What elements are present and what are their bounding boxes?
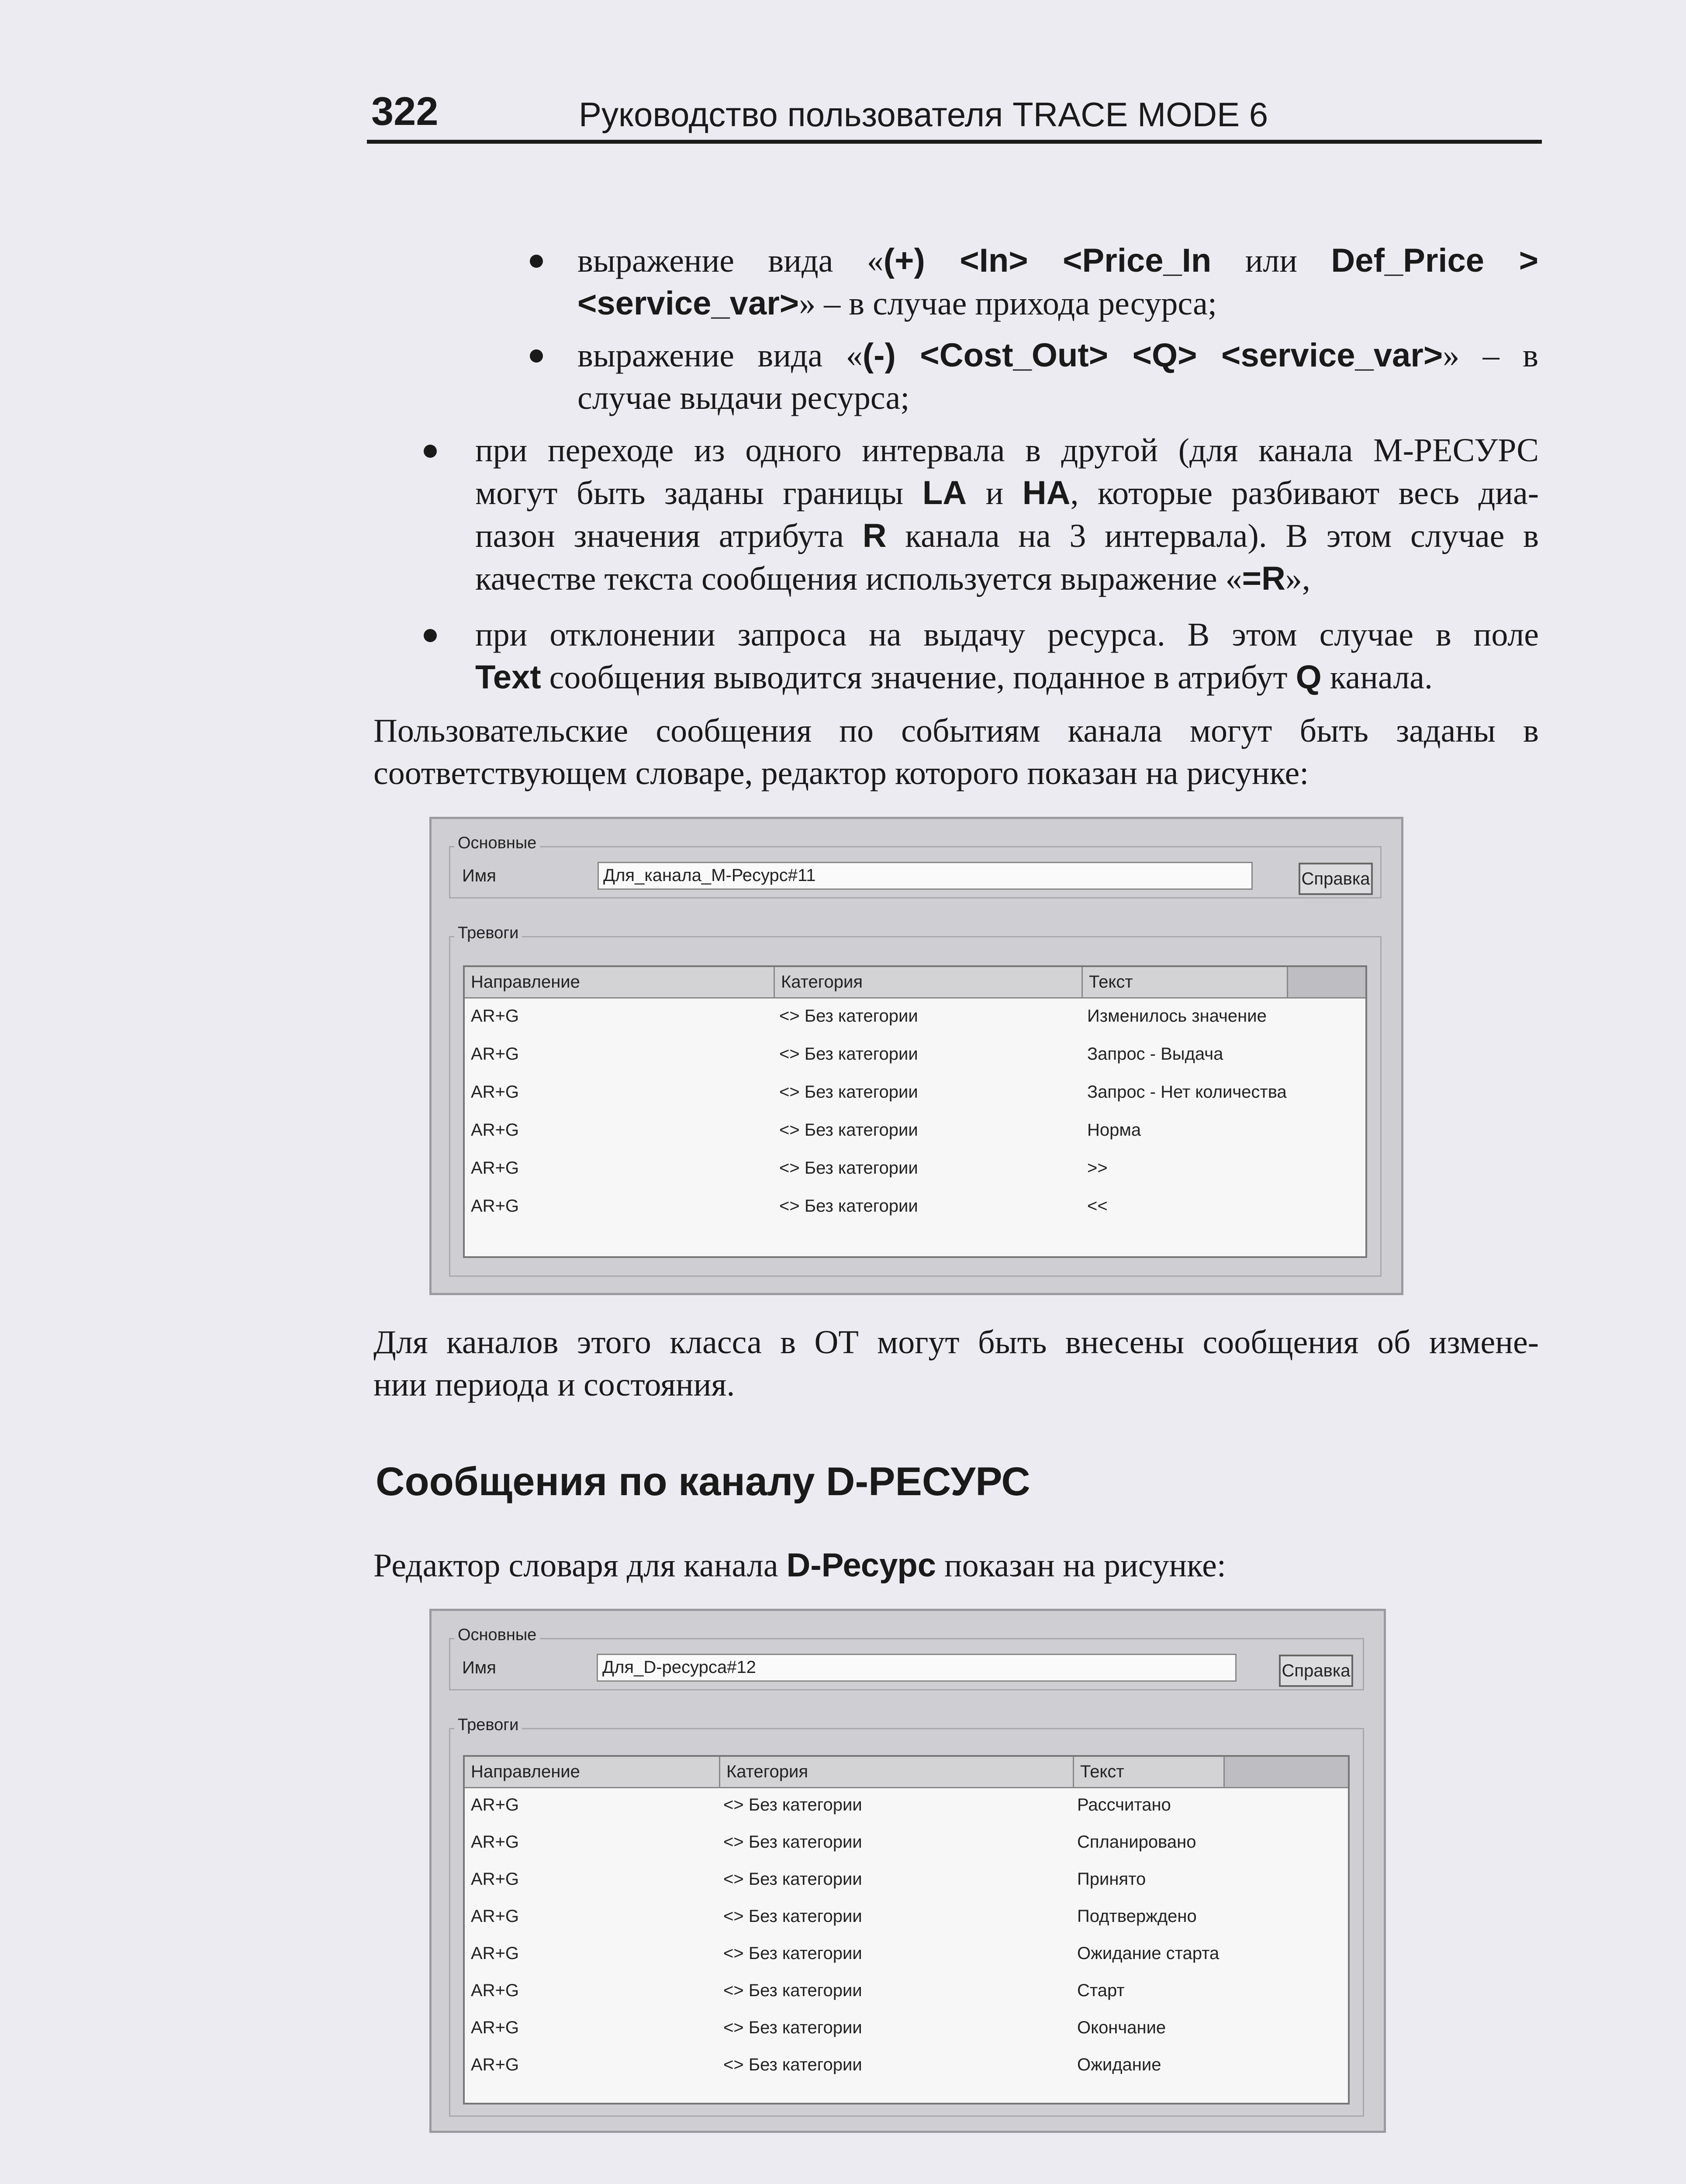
table-row[interactable] — [465, 2052, 1348, 2089]
cell-direction: AR+G — [471, 1907, 519, 1926]
bullet-item-price-in — [577, 239, 1538, 325]
dictionary-editor-d-resource — [429, 1609, 1386, 2133]
text-line: Пользовательские сообщения по событиям канала могут быть заданы в — [373, 712, 1539, 749]
cell-category: <> Без категории — [779, 1082, 918, 1102]
cell-direction: AR+G — [471, 1870, 519, 1889]
cell-category: <> Без категории — [723, 1832, 862, 1852]
group-main-label: Основные — [454, 834, 540, 853]
paragraph-intro-dialog2 — [373, 1544, 1539, 1587]
text-line: пазон значения атрибута R канала на 3 интервала). В этом случае в — [475, 517, 1539, 554]
table-row[interactable] — [465, 1940, 1348, 1977]
dictionary-editor-m-resource — [429, 817, 1403, 1295]
text-line: Text сообщения выводится значение, поданное в атрибут Q канала. — [475, 659, 1433, 696]
cell-text: Принято — [1077, 1870, 1146, 1889]
cell-direction: AR+G — [471, 1006, 519, 1026]
cell-direction: AR+G — [471, 1120, 519, 1140]
text-line: качестве текста сообщения используется выражение «=R», — [475, 560, 1310, 597]
cell-direction: AR+G — [471, 1082, 519, 1102]
page-number: 322 — [371, 89, 439, 134]
cell-text: Запрос - Выдача — [1087, 1044, 1223, 1064]
cell-text: Ожидание старта — [1077, 1944, 1220, 1963]
table-row[interactable] — [465, 1155, 1365, 1193]
text-line: нии периода и состояния. — [373, 1366, 735, 1403]
name-label: Имя — [462, 1658, 496, 1677]
table-row[interactable] — [465, 1117, 1365, 1155]
cell-text: Ожидание — [1077, 2055, 1161, 2074]
column-header-text[interactable]: Текст — [1074, 1757, 1225, 1788]
bullet-dot — [424, 445, 437, 458]
column-header-category[interactable]: Категория — [775, 967, 1083, 999]
cell-category: <> Без категории — [723, 1870, 862, 1889]
bullet-dot — [424, 629, 437, 642]
bullet-item-reject — [475, 614, 1539, 699]
text-line: соответствующем словаре, редактор которого показан на рисунке: — [373, 755, 1309, 791]
cell-direction: AR+G — [471, 2055, 519, 2074]
table-row[interactable] — [465, 1903, 1348, 1940]
name-input[interactable]: Для_D-ресурса#12 — [597, 1654, 1237, 1682]
help-button[interactable]: Справка — [1279, 1655, 1353, 1687]
cell-category: <> Без категории — [723, 1981, 862, 2000]
bullet-item-interval — [475, 429, 1539, 600]
cell-text: << — [1087, 1196, 1108, 1216]
text-line: при переходе из одного интервала в другой (для канала М-РЕСУРС — [475, 432, 1539, 469]
alarms-table — [463, 965, 1367, 1258]
cell-category: <> Без категории — [779, 1196, 918, 1216]
cell-category: <> Без категории — [723, 1907, 862, 1926]
header-rule — [367, 140, 1542, 144]
table-row[interactable] — [465, 1041, 1365, 1079]
table-row[interactable] — [465, 1977, 1348, 2015]
cell-direction: AR+G — [471, 1832, 519, 1852]
table-row[interactable] — [465, 1792, 1348, 1829]
page-header — [367, 85, 1542, 144]
text-line: при отклонении запроса на выдачу ресурса. В этом случае в поле — [475, 616, 1539, 653]
alarms-table — [463, 1755, 1350, 2105]
cell-category: <> Без категории — [779, 1120, 918, 1140]
group-main-label: Основные — [454, 1626, 540, 1645]
bullet-dot — [530, 349, 543, 363]
table-row[interactable] — [465, 1193, 1365, 1231]
cell-category: <> Без категории — [723, 1944, 862, 1963]
column-header-filler — [1225, 1757, 1348, 1788]
bullet-item-cost-out — [577, 334, 1538, 419]
help-button[interactable]: Справка — [1299, 863, 1373, 895]
cell-category: <> Без категории — [779, 1158, 918, 1178]
name-input[interactable]: Для_канала_М-Ресурс#11 — [598, 862, 1253, 890]
text-line: Для каналов этого класса в ОТ могут быть внесены сообщения об измене- — [373, 1324, 1539, 1361]
cell-category: <> Без категории — [723, 1795, 862, 1814]
column-header-category[interactable]: Категория — [720, 1757, 1074, 1788]
text-line: <service_var>» – в случае прихода ресурса; — [577, 285, 1217, 322]
cell-direction: AR+G — [471, 1044, 519, 1064]
cell-category: <> Без категории — [779, 1044, 918, 1064]
name-label: Имя — [462, 866, 496, 885]
cell-text: Изменилось значение — [1087, 1006, 1267, 1026]
table-row[interactable] — [465, 1829, 1348, 1866]
cell-category: <> Без категории — [779, 1006, 918, 1026]
column-header-filler — [1288, 967, 1365, 999]
table-row[interactable] — [465, 1003, 1365, 1041]
text-line: могут быть заданы границы LA и HA, которые разбивают весь диа- — [475, 474, 1539, 511]
group-alarms-label: Тревоги — [454, 1716, 522, 1735]
table-row[interactable] — [465, 1079, 1365, 1117]
cell-text: Старт — [1077, 1981, 1125, 2000]
cell-direction: AR+G — [471, 1158, 519, 1178]
cell-direction: AR+G — [471, 1196, 519, 1216]
text-line: выражение вида «(+) <In> <Price_In или Def_Price > — [577, 242, 1538, 279]
section-heading: Сообщения по каналу D-РЕСУРС — [376, 1459, 1030, 1504]
cell-direction: AR+G — [471, 2018, 519, 2037]
table-row[interactable] — [465, 2015, 1348, 2052]
text-line: случае выдачи ресурса; — [577, 380, 910, 416]
column-header-text[interactable]: Текст — [1083, 967, 1288, 999]
cell-text: >> — [1087, 1158, 1108, 1178]
cell-category: <> Без категории — [723, 2055, 862, 2074]
text-line: Редактор словаря для канала D-Ресурс показан на рисунке: — [373, 1547, 1226, 1584]
column-header-direction[interactable]: Направление — [465, 1757, 720, 1788]
text-line: выражение вида «(-) <Cost_Out> <Q> <service_var>» – в — [577, 337, 1538, 374]
column-header-direction[interactable]: Направление — [465, 967, 775, 999]
cell-direction: AR+G — [471, 1944, 519, 1963]
cell-text: Окончание — [1077, 2018, 1166, 2037]
cell-text: Запрос - Нет количества — [1087, 1082, 1287, 1102]
cell-text: Спланировано — [1077, 1832, 1196, 1852]
cell-direction: AR+G — [471, 1795, 519, 1814]
table-row[interactable] — [465, 1866, 1348, 1903]
paragraph-intro-dialog1 — [373, 710, 1539, 795]
bullet-dot — [530, 255, 543, 268]
paragraph-ot-messages — [373, 1321, 1539, 1406]
cell-text: Рассчитано — [1077, 1795, 1171, 1814]
cell-direction: AR+G — [471, 1981, 519, 2000]
cell-text: Подтверждено — [1077, 1907, 1197, 1926]
cell-category: <> Без категории — [723, 2018, 862, 2037]
running-title: Руководство пользователя TRACE MODE 6 — [579, 95, 1268, 134]
cell-text: Норма — [1087, 1120, 1141, 1140]
group-alarms-label: Тревоги — [454, 924, 522, 943]
